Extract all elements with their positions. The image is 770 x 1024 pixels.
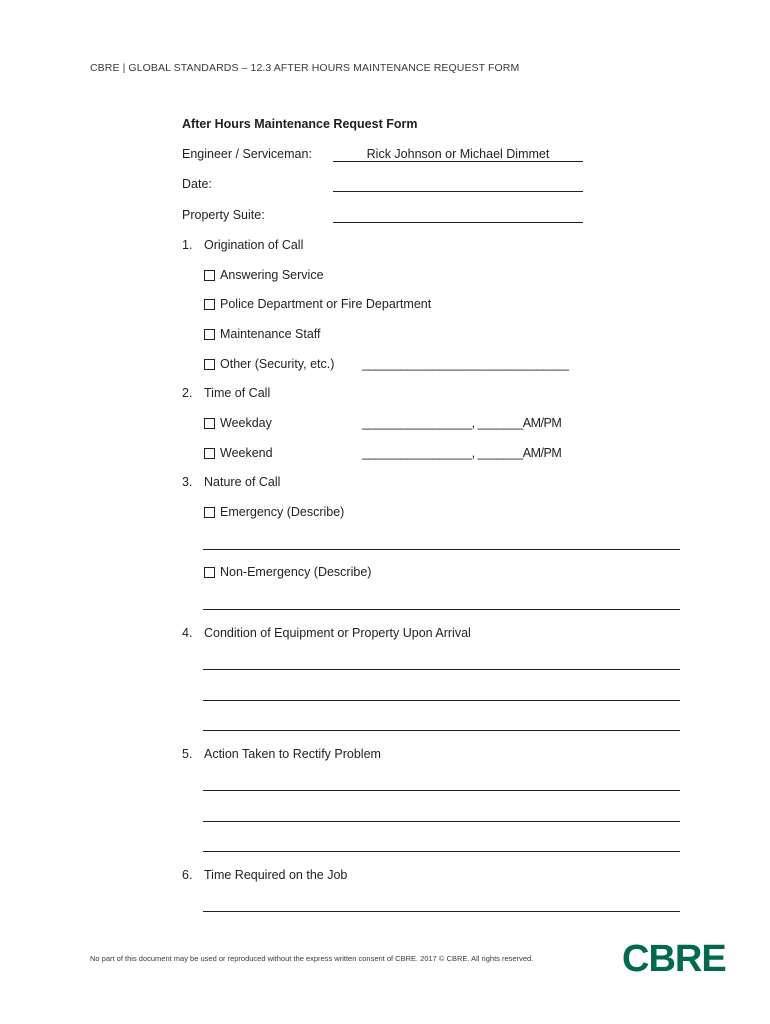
condition-line[interactable] — [203, 669, 680, 670]
option-answering-service[interactable] — [204, 268, 324, 282]
action-line[interactable] — [203, 790, 680, 791]
footer-copyright: No part of this document may be used or reproduced without the express written consent of CBRE. 2017 © CBRE. All rights reserved. — [90, 954, 534, 963]
section-1-title: Origination of Call — [204, 238, 304, 252]
option-label: Maintenance Staff — [220, 327, 321, 341]
section-4-title: Condition of Equipment or Property Upon Arrival — [204, 626, 471, 640]
checkbox-icon[interactable] — [204, 448, 215, 459]
non-emergency-description-line[interactable] — [203, 609, 680, 610]
section-3-number: 3. — [182, 475, 193, 489]
option-police-fire[interactable] — [204, 297, 431, 311]
option-maintenance-staff[interactable] — [204, 327, 321, 341]
option-label: Police Department or Fire Department — [220, 297, 432, 311]
option-label: Answering Service — [220, 268, 324, 282]
engineer-label: Engineer / Serviceman: — [182, 147, 312, 161]
checkbox-icon[interactable] — [204, 567, 215, 578]
weekday-time-blank[interactable]: _________________, _______AM/PM — [362, 416, 562, 430]
weekend-time-blank[interactable]: _________________, _______AM/PM — [362, 446, 562, 460]
date-label: Date: — [182, 177, 212, 191]
time-required-line[interactable] — [203, 911, 680, 912]
engineer-field-line — [333, 161, 583, 162]
checkbox-icon[interactable] — [204, 270, 215, 281]
option-label: Weekend — [220, 446, 273, 460]
other-blank[interactable]: ________________________________ — [362, 357, 569, 371]
action-line[interactable] — [203, 821, 680, 822]
suite-field[interactable] — [333, 222, 583, 223]
suite-label: Property Suite: — [182, 208, 265, 222]
option-label: Non-Emergency (Describe) — [220, 565, 372, 579]
checkbox-icon[interactable] — [204, 299, 215, 310]
condition-line[interactable] — [203, 730, 680, 731]
section-1-number: 1. — [182, 238, 193, 252]
option-weekday[interactable] — [204, 416, 272, 430]
section-5-number: 5. — [182, 747, 193, 761]
cbre-logo: CBRE — [622, 938, 726, 980]
option-non-emergency[interactable] — [204, 565, 371, 579]
section-2-number: 2. — [182, 386, 193, 400]
option-emergency[interactable] — [204, 505, 344, 519]
section-5-title: Action Taken to Rectify Problem — [204, 747, 381, 761]
section-6-number: 6. — [182, 868, 193, 882]
checkbox-icon[interactable] — [204, 418, 215, 429]
option-weekend[interactable] — [204, 446, 273, 460]
engineer-value[interactable]: Rick Johnson or Michael Dimmet — [366, 147, 550, 161]
option-label: Other (Security, etc.) — [220, 357, 335, 371]
emergency-description-line[interactable] — [203, 549, 680, 550]
checkbox-icon[interactable] — [204, 507, 215, 518]
option-label: Emergency (Describe) — [220, 505, 345, 519]
section-3-title: Nature of Call — [204, 475, 281, 489]
option-other[interactable] — [204, 357, 334, 371]
date-field[interactable] — [333, 191, 583, 192]
checkbox-icon[interactable] — [204, 329, 215, 340]
page-header: CBRE | GLOBAL STANDARDS – 12.3 AFTER HOURS MAINTENANCE REQUEST FORM — [90, 62, 520, 74]
action-line[interactable] — [203, 851, 680, 852]
section-2-title: Time of Call — [204, 386, 271, 400]
form-title: After Hours Maintenance Request Form — [182, 117, 418, 131]
section-6-title: Time Required on the Job — [204, 868, 348, 882]
condition-line[interactable] — [203, 700, 680, 701]
section-4-number: 4. — [182, 626, 193, 640]
checkbox-icon[interactable] — [204, 359, 215, 370]
option-label: Weekday — [220, 416, 272, 430]
